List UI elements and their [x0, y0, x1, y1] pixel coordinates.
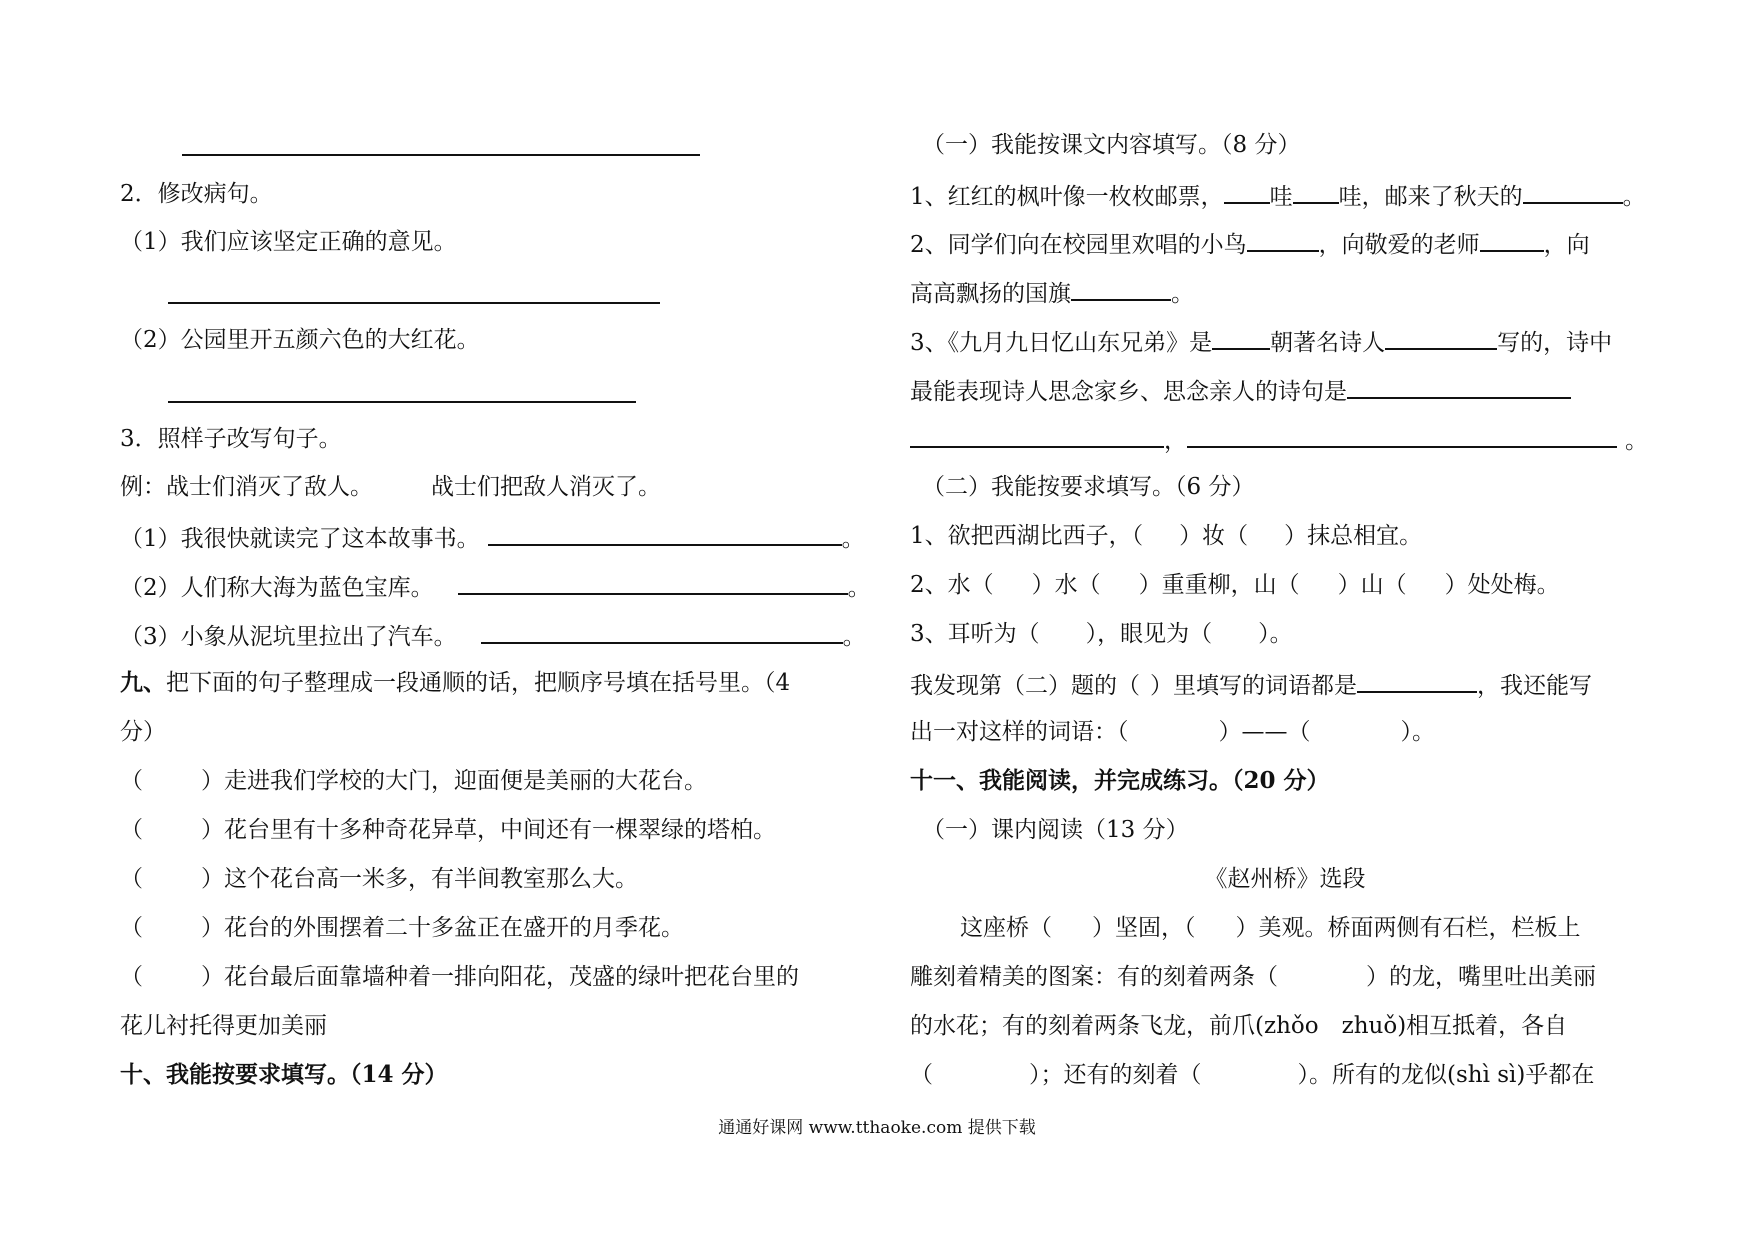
q3-item-2: （2）人们称大海为蓝色宝库。 。	[120, 567, 870, 603]
blank-s1-3a[interactable]	[1212, 322, 1270, 350]
answer-blank-q3-2[interactable]	[458, 567, 848, 595]
right-column	[910, 0, 1660, 1240]
s1-item-1: 1、红红的枫叶像一枚枚邮票， 哇 哇，邮来了秋天的 。	[910, 176, 1660, 212]
q2-item-2: （2）公园里开五颜六色的大红花。	[120, 327, 480, 353]
s2-item-3: 3、耳听为（ ），眼见为（ ）。	[910, 621, 1293, 647]
blank-s1-1b[interactable]	[1293, 176, 1339, 204]
blank-poem-1[interactable]	[910, 420, 1164, 448]
q11-title: 十一、我能阅读，并完成练习。（20 分）	[910, 767, 1330, 794]
section-1-title: （一）我能按课文内容填写。（8 分）	[922, 132, 1301, 158]
q9-title-cont: 分）	[120, 719, 166, 745]
q3-item-3: （3）小象从泥坑里拉出了汽车。 。	[120, 616, 870, 652]
s1-item-3: 3、《九月九日忆山东兄弟》是 朝著名诗人 写的，诗中	[910, 322, 1660, 358]
q3-title: 3．照样子改写句子。	[120, 426, 342, 452]
blank-poem-2[interactable]	[1187, 420, 1617, 448]
q9-item-4: （ ）花台的外围摆着二十多盆正在盛开的月季花。	[120, 915, 684, 941]
s2-discovery: 我发现第（二）题的（ ）里填写的词语都是 ，我还能写	[910, 665, 1660, 701]
reading-1-title: （一）课内阅读（13 分）	[922, 817, 1189, 843]
q9-item-5: （ ）花台最后面靠墙种着一排向阳花，茂盛的绿叶把花台里的	[120, 964, 799, 990]
section-2-title: （二）我能按要求填写。（6 分）	[922, 474, 1255, 500]
s1-item-3-poem-line: ， 。	[910, 420, 1660, 456]
passage-line-4: （ ）；还有的刻着（ ）。所有的龙似(shì sì)乎都在	[910, 1062, 1595, 1088]
answer-line-q2-1[interactable]	[168, 302, 660, 304]
blank-s1-1c[interactable]	[1523, 176, 1623, 204]
q9-item-5-cont: 花儿衬托得更加美丽	[120, 1013, 327, 1039]
s1-item-2: 2、同学们向在校园里欢唱的小鸟 ，向敬爱的老师 ，向	[910, 224, 1660, 260]
blank-s1-2c[interactable]	[1071, 273, 1171, 301]
blank-s1-2b[interactable]	[1480, 224, 1544, 252]
left-column	[120, 0, 870, 1240]
q10-title: 十、我能按要求填写。（14 分）	[120, 1061, 448, 1088]
footer-credit: 通通好课网 www.tthaoke.com 提供下载	[718, 1118, 1036, 1138]
q2-item-1: （1）我们应该坚定正确的意见。	[120, 229, 457, 255]
blank-s1-1a[interactable]	[1224, 176, 1270, 204]
blank-s1-3c[interactable]	[1347, 371, 1571, 399]
s2-item-2: 2、水（ ）水（ ）重重柳，山（ ）山（ ）处处梅。	[910, 572, 1560, 598]
s1-item-2-cont: 高高飘扬的国旗 。	[910, 273, 1660, 309]
answer-blank-q3-1[interactable]	[488, 518, 842, 546]
q9-title: 九、把下面的句子整理成一段通顺的话，把顺序号填在括号里。（4	[120, 669, 791, 696]
q2-title: 2．修改病句。	[120, 181, 273, 207]
s2-discovery-cont: 出一对这样的词语：（ ）——（ ）。	[910, 719, 1435, 745]
q3-example: 例：战士们消灭了敌人。 战士们把敌人消灭了。	[120, 474, 661, 500]
answer-line-q2-2[interactable]	[168, 401, 636, 403]
passage-line-1: 这座桥（ ）坚固，（ ）美观。桥面两侧有石栏，栏板上	[960, 915, 1581, 941]
answer-blank-q3-3[interactable]	[481, 616, 843, 644]
q9-item-1: （ ）走进我们学校的大门，迎面便是美丽的大花台。	[120, 768, 707, 794]
passage-title: 《赵州桥》选段	[1204, 866, 1366, 892]
blank-s1-2a[interactable]	[1247, 224, 1319, 252]
q3-item-1: （1）我很快就读完了这本故事书。 。	[120, 518, 870, 554]
blank-s2-find[interactable]	[1357, 665, 1477, 693]
blank-s1-3b[interactable]	[1385, 322, 1497, 350]
passage-line-3: 的水花；有的刻着两条飞龙，前爪(zhǒo zhuǒ)相互抵着，各自	[910, 1013, 1568, 1039]
q9-item-2: （ ）花台里有十多种奇花异草，中间还有一棵翠绿的塔柏。	[120, 817, 776, 843]
answer-line-top[interactable]	[182, 154, 700, 156]
q9-item-3: （ ）这个花台高一米多，有半间教室那么大。	[120, 866, 638, 892]
passage-line-2: 雕刻着精美的图案：有的刻着两条（ ）的龙，嘴里吐出美丽	[910, 964, 1596, 990]
s2-item-1: 1、欲把西湖比西子，（ ）妆（ ）抹总相宜。	[910, 523, 1423, 549]
s1-item-3-cont: 最能表现诗人思念家乡、思念亲人的诗句是	[910, 371, 1660, 407]
